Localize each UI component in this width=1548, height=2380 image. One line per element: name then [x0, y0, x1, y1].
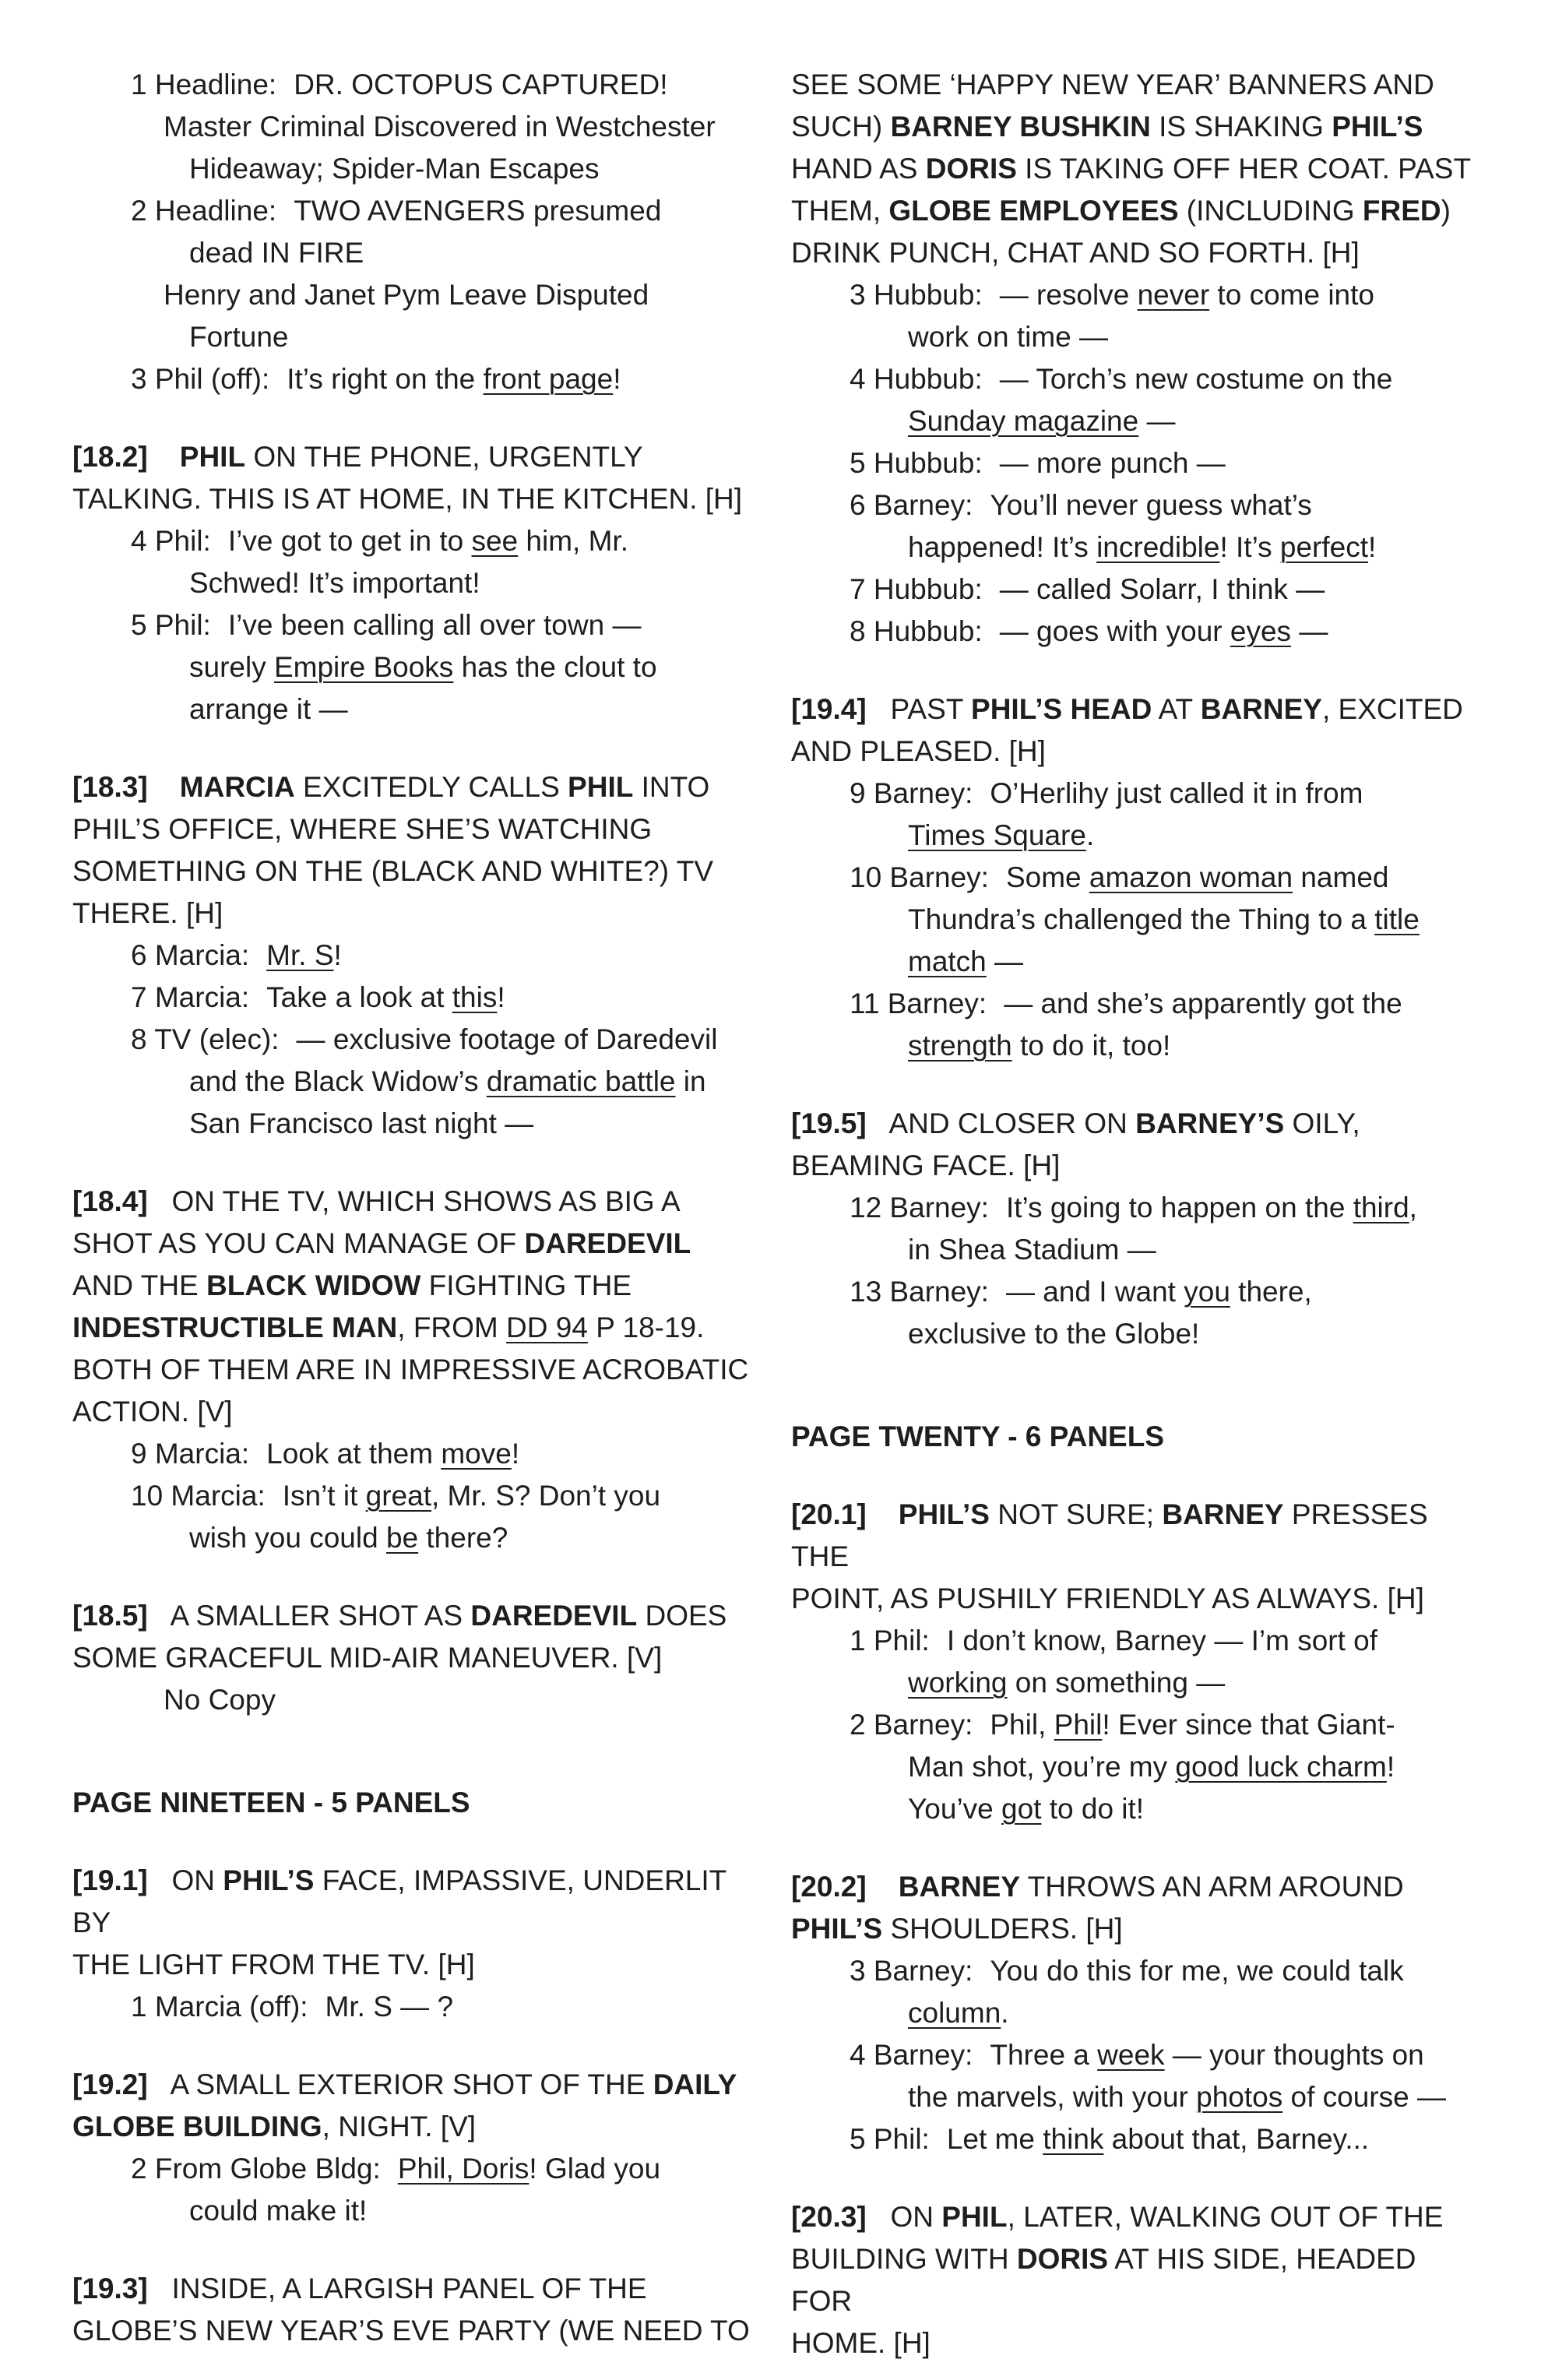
headline-2: 2 Headline: TWO AVENGERS presumed dead IN FIRE Henry and Janet Pym Leave Disputed Fortune	[72, 190, 758, 358]
panel-18-4: [18.4] ON THE TV, WHICH SHOWS AS BIG A SHOT AS YOU CAN MANAGE OF DAREDEVIL AND THE BLACK WIDOW FIGHTING THE INDESTRUCTIBLE MAN, FROM DD 94 P 18-19. BOTH OF THEM ARE IN IMPRESSIVE ACROBATIC ACTION. [V] 9 Marcia: Look at them move! 10 Marcia: Isn’t it great, Mr. S? Don’t you wish you could be there?	[72, 1185, 749, 1554]
panel-19-2: [19.2] A SMALL EXTERIOR SHOT OF THE DAILY GLOBE BUILDING, NIGHT. [V] 2 From Globe Bldg: Phil, Doris! Glad you could make it!	[72, 2068, 737, 2227]
left-column	[72, 64, 758, 2352]
dialogue-label: 2 Headline:	[131, 195, 277, 227]
dialogue-label: 1 Headline:	[131, 69, 277, 100]
panel-19-5: [19.5] AND CLOSER ON BARNEY’S OILY, BEAMING FACE. [H] 12 Barney: It’s going to happen on the third, in Shea Stadium — 13 Barney: — and I want you there, exclusive to the Globe!	[791, 1107, 1417, 1350]
panel-19-1: [19.1] ON PHIL’S FACE, IMPASSIVE, UNDERLIT BY THE LIGHT FROM THE TV. [H] 1 Marcia (off): Mr. S — ?	[72, 1864, 727, 2023]
panel-19-3: [19.3] INSIDE, A LARGISH PANEL OF THE GLOBE’S NEW YEAR’S EVE PARTY (WE NEED TO	[72, 2273, 750, 2347]
page-heading: PAGE TWENTY - 6 PANELS	[791, 1421, 1164, 1452]
no-copy-note: No Copy	[164, 1684, 276, 1716]
panel-20-2: [20.2] BARNEY THROWS AN ARM AROUND PHIL’S SHOULDERS. [H] 3 Barney: You do this for me, we could talk column. 4 Barney: Three a week — your thoughts on the marvels, with your photos of course — 5 Phil: Let me think about that, Barney...	[791, 1871, 1446, 2155]
panel-20-3: [20.3] ON PHIL, LATER, WALKING OUT OF THE BUILDING WITH DORIS AT HIS SIDE, HEADED FOR HOME. [H]	[791, 2201, 1444, 2359]
panel-20-1: [20.1] PHIL’S NOT SURE; BARNEY PRESSES THE POINT, AS PUSHILY FRIENDLY AS ALWAYS. [H] 1 Phil: I don’t know, Barney — I’m sort of working on something — 2 Barney: Phil, Phil! Ever since that Giant- Man shot, you’re my good luck charm! You’ve got to do it!	[791, 1498, 1428, 1825]
panel-18-5: [18.5] A SMALLER SHOT AS DAREDEVIL DOES SOME GRACEFUL MID-AIR MANEUVER. [V] No Copy	[72, 1595, 758, 1721]
dialogue-line: 3 Phil (off): It’s right on the front page!	[131, 363, 621, 395]
panel-18-2: [18.2] PHIL ON THE PHONE, URGENTLY TALKING. THIS IS AT HOME, IN THE KITCHEN. [H] 4 Phil: I’ve got to get in to see him, Mr. Schwed! It’s important! 5 Phil: I’ve been calling all over town — surely Empire Books has the clout to arrange it —	[72, 441, 743, 725]
right-column	[791, 64, 1476, 2364]
panel-19-4: [19.4] PAST PHIL’S HEAD AT BARNEY, EXCITED AND PLEASED. [H] 9 Barney: O’Herlihy just called it in from Times Square. 10 Barney: Some amazon woman named Thundra’s challenged the Thing to a title match — 11 Barney: — and she’s apparently got the strength to do it, too!	[791, 693, 1463, 1061]
panel-number: [18.2]	[72, 441, 148, 473]
panel-18-3: [18.3] MARCIA EXCITEDLY CALLS PHIL INTO PHIL’S OFFICE, WHERE SHE’S WATCHING SOMETHING ON THE (BLACK AND WHITE?) TV THERE. [H] 6 Marcia: Mr. S! 7 Marcia: Take a look at this! 8 TV (elec): — exclusive footage of Daredevil and the Black Widow’s dramatic battle in San Francisco last night —	[72, 771, 718, 1139]
panel-19-3-continued: SEE SOME ‘HAPPY NEW YEAR’ BANNERS AND SUCH) BARNEY BUSHKIN IS SHAKING PHIL’S HAND AS DORIS IS TAKING OFF HER COAT. PAST THEM, GLOBE EMPLOYEES (INCLUDING FRED) DRINK PUNCH, CHAT AND SO FORTH. [H] 3 Hubbub: — resolve never to come into work on time — 4 Hubbub: — Torch’s new costume on the Sunday magazine — 5 Hubbub: — more punch — 6 Barney: You’ll never guess what’s happened! It’s incredible! It’s perfect! 7 Hubbub: — called Solarr, I think — 8 Hubbub: — goes with your eyes —	[791, 69, 1472, 647]
headline-1: 1 Headline: DR. OCTOPUS CAPTURED! Master Criminal Discovered in Westchester Hideaway; Spider-Man Escapes	[72, 64, 758, 190]
page-heading: PAGE NINETEEN - 5 PANELS	[72, 1787, 470, 1818]
